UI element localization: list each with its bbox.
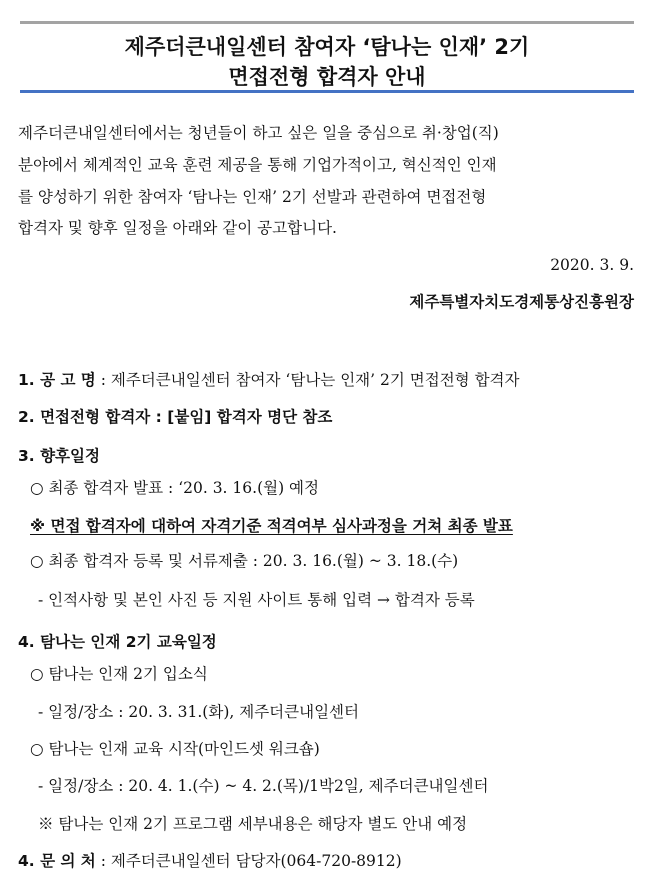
education-item-workshop-detail: - 일정/장소 : 20. 4. 1.(수) ~ 4. 2.(목)/1박2일, 제주더큰내일센터	[38, 777, 489, 795]
schedule-note-eligibility: ※ 면접 합격자에 대하여 자격기준 적격여부 심사과정을 거쳐 최종 발표	[30, 517, 513, 535]
announcement-date: 2020. 3. 9.	[550, 256, 634, 274]
intro-line-1: 제주더큰내일센터에서는 청년들이 하고 싶은 일을 중심으로 취·창업(직)	[18, 124, 499, 142]
page-title-line-2: 면접전형 합격자 안내	[228, 65, 426, 89]
education-item-entrance: ○ 탐나는 인재 2기 입소식	[30, 665, 208, 683]
section-1	[18, 368, 520, 390]
intro-line-4: 합격자 및 향후 일정을 아래와 같이 공고합니다.	[18, 219, 337, 237]
title-top-rule	[20, 21, 634, 24]
schedule-item-registration: ○ 최종 합격자 등록 및 서류제출 : 20. 3. 16.(월) ~ 3. 18.(수)	[30, 552, 459, 570]
issuer-name: 제주특별자치도경제통상진흥원장	[409, 293, 634, 311]
contact-label: 4. 문 의 처	[18, 852, 96, 870]
intro-line-3: 를 양성하기 위한 참여자 ‘탐나는 인재’ 2기 선발과 관련하여 면접전형	[18, 188, 487, 206]
contact-text: : 제주더큰내일센터 담당자(064-720-8912)	[95, 852, 402, 870]
section-3-label: 3. 향후일정	[18, 447, 100, 465]
title-bottom-rule	[20, 90, 634, 93]
education-note: ※ 탐나는 인재 2기 프로그램 세부내용은 해당자 별도 안내 예정	[38, 815, 468, 833]
section-4-label: 4. 탐나는 인재 2기 교육일정	[18, 633, 217, 651]
section-2: 2. 면접전형 합격자 : [붙임] 합격자 명단 참조	[18, 408, 333, 426]
section-contact	[18, 849, 402, 871]
intro-line-2: 분야에서 체계적인 교육 훈련 제공을 통해 기업가적이고, 혁신적인 인재	[18, 156, 497, 174]
section-1-label: 1. 공 고 명	[18, 371, 96, 389]
section-1-text: : 제주더큰내일센터 참여자 ‘탐나는 인재’ 2기 면접전형 합격자	[95, 371, 520, 389]
education-item-entrance-detail: - 일정/장소 : 20. 3. 31.(화), 제주더큰내일센터	[38, 703, 360, 721]
schedule-item-final-announcement: ○ 최종 합격자 발표 : ‘20. 3. 16.(월) 예정	[30, 479, 320, 497]
page-title-line-1: 제주더큰내일센터 참여자 ‘탐나는 인재’ 2기	[124, 35, 530, 59]
education-item-workshop: ○ 탐나는 인재 교육 시작(마인드셋 워크숍)	[30, 740, 320, 758]
schedule-item-registration-detail: - 인적사항 및 본인 사진 등 지원 사이트 통해 입력 → 합격자 등록	[38, 591, 475, 609]
